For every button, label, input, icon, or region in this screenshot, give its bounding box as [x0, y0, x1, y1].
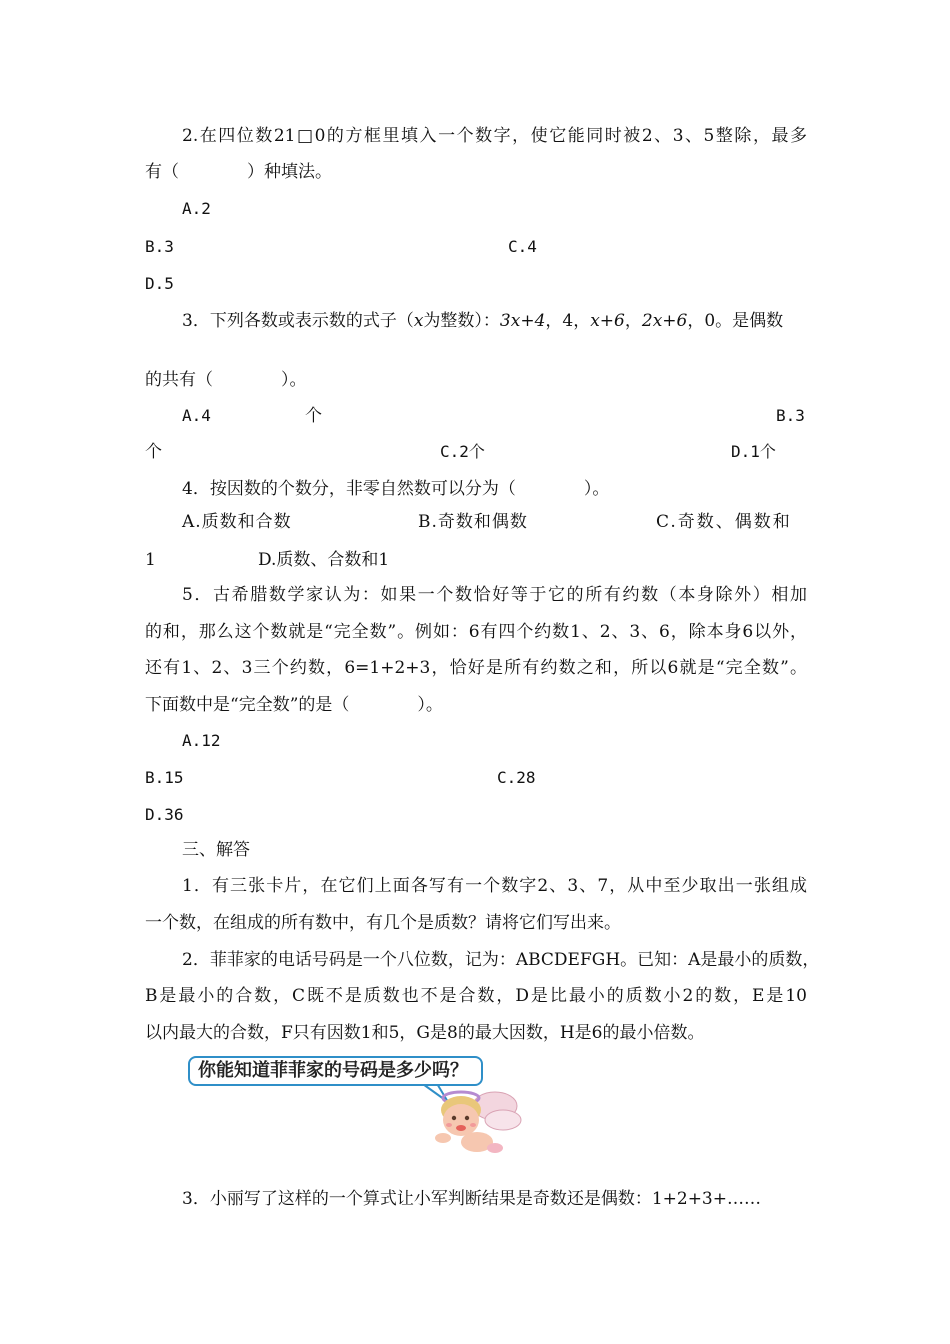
q5-line3: 还有1、2、3三个约数，6=1+2+3，恰好是所有约数之和，所以6就是“完全数”。 — [145, 658, 807, 678]
q3-line1 — [182, 309, 783, 333]
s3-p2-line2: B是最小的合数，C既不是质数也不是合数，D是比最小的质数小2的数，E是10 — [145, 986, 807, 1006]
q3-suffix: ，0。是偶数 — [687, 311, 784, 331]
q4-option-c-tail: 1 — [145, 550, 156, 570]
q3-sep-1: ，4， — [545, 311, 591, 331]
q3-option-b-unit: 个 — [145, 442, 162, 462]
q4-option-a: A.质数和合数 — [182, 512, 292, 532]
q5-option-b: B.15 — [145, 768, 184, 787]
speech-bubble: 你能知道菲菲家的号码是多少吗？ — [188, 1056, 483, 1086]
q5-line1: 5．古希腊数学家认为：如果一个数恰好等于它的所有约数（本身除外）相加 — [182, 585, 807, 605]
q2-option-c: C.4 — [508, 237, 537, 256]
q3-option-c: C.2个 — [440, 442, 485, 461]
q3-mid: 为整数）： — [423, 311, 500, 331]
q3-option-d: D.1个 — [731, 442, 776, 461]
s3-p1-line1: 1．有三张卡片，在它们上面各写有一个数字2、3、7，从中至少取出一张组成 — [182, 876, 807, 896]
section-title: 三、解答 — [182, 840, 250, 860]
q3-expr-3: 2x+6 — [641, 311, 688, 331]
q5-option-d: D.36 — [145, 805, 184, 824]
q3-option-b: B.3 — [776, 406, 805, 425]
q5-line2: 的和，那么这个数就是“完全数”。例如：6有四个约数1、2、3、6，除本身6以外， — [145, 622, 807, 642]
s3-p1-line2: 一个数，在组成的所有数中，有几个是质数？请将它们写出来。 — [145, 913, 621, 933]
q3-expr-2: x+6 — [590, 311, 625, 331]
q5-line4: 下面数中是“完全数”的是（ ）。 — [145, 695, 443, 715]
q3-line2: 的共有（ ）。 — [145, 370, 307, 390]
q3-option-a: A.4 — [182, 406, 211, 425]
q3-prefix: 3．下列各数或表示数的式子（ — [182, 311, 414, 331]
q4-option-d: D.质数、合数和1 — [258, 550, 390, 570]
q5-option-c: C.28 — [497, 768, 536, 787]
q2-option-a: A.2 — [182, 199, 211, 218]
q3-variable: x — [413, 311, 424, 331]
s3-p2-line1: 2．菲菲家的电话号码是一个八位数，记为：ABCDEFGH。已知：A是最小的质数， — [182, 950, 820, 970]
q4-option-c: C.奇数、偶数和 — [656, 512, 792, 532]
q4-option-b: B.奇数和偶数 — [418, 512, 528, 532]
angel-illustration-icon — [425, 1080, 535, 1160]
q3-expr-1: 3x+4 — [499, 311, 546, 331]
q2-line1: 2.在四位数21□0的方框里填入一个数字，使它能同时被2、3、5整除，最多 — [182, 126, 807, 146]
s3-p3-line1: 3．小丽写了这样的一个算式让小军判断结果是奇数还是偶数：1+2+3+…… — [182, 1189, 761, 1209]
q2-option-b: B.3 — [145, 237, 174, 256]
q4-line1: 4．按因数的个数分，非零自然数可以分为（ ）。 — [182, 479, 610, 499]
q5-option-a: A.12 — [182, 731, 221, 750]
s3-p2-line3: 以内最大的合数，F只有因数1和5，G是8的最大因数，H是6的最小倍数。 — [145, 1023, 705, 1043]
q2-line2: 有（ ）种填法。 — [145, 162, 332, 182]
q2-option-d: D.5 — [145, 274, 174, 293]
q3-sep-2: ， — [624, 311, 642, 331]
q3-option-a-unit: 个 — [305, 406, 322, 426]
